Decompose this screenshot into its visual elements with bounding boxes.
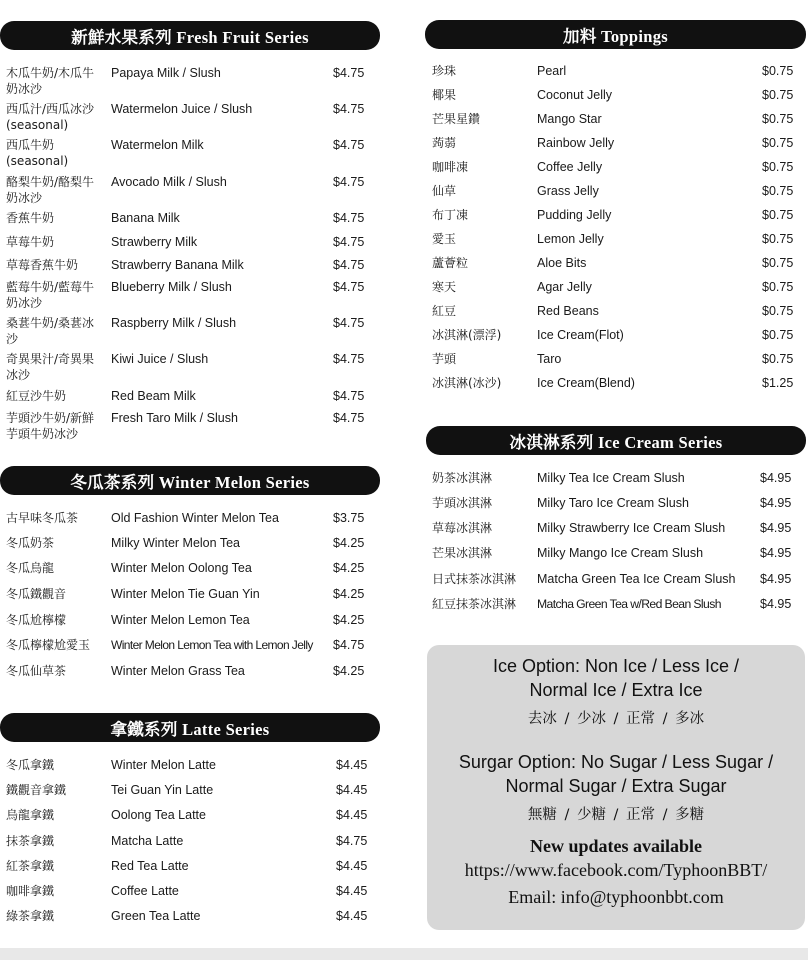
- item-chinese-name: 烏龍拿鐵: [6, 808, 55, 822]
- item-price: $4.75: [333, 235, 365, 249]
- ice-option-chinese: 去冰 / 少冰 / 正常 / 多冰: [527, 711, 705, 727]
- item-price: $4.25: [333, 664, 365, 678]
- item-english-name: Taro: [537, 352, 562, 366]
- item-price: $4.25: [333, 613, 365, 627]
- item-english-name: Matcha Green Tea w/Red Bean Slush: [537, 597, 721, 611]
- item-chinese-name: 古早味冬瓜茶: [6, 511, 79, 525]
- item-english-name: Milky Winter Melon Tea: [111, 536, 240, 550]
- sugar-option-line2: Normal Sugar / Extra Sugar: [505, 776, 727, 796]
- item-english-name: Milky Tea Ice Cream Slush: [537, 471, 685, 485]
- latte-series-header: 拿鐵系列 Latte Series: [0, 713, 380, 742]
- item-english-name: Mango Star: [537, 112, 602, 126]
- item-chinese-name: 奶茶冰淇淋: [432, 471, 493, 485]
- item-chinese-name: 藍莓牛奶/藍莓牛奶冰沙: [6, 280, 95, 310]
- item-chinese-name: 西瓜牛奶(seasonal): [6, 138, 69, 168]
- facebook-link[interactable]: https://www.facebook.com/TyphoonBBT/: [464, 860, 768, 880]
- item-english-name: Blueberry Milk / Slush: [111, 280, 232, 294]
- item-english-name: Red Tea Latte: [111, 859, 189, 873]
- fruit-series-header: 新鮮水果系列 Fresh Fruit Series: [0, 21, 380, 50]
- item-chinese-name: 冬瓜尬檸檬: [6, 613, 67, 627]
- item-price: $4.45: [336, 783, 368, 797]
- item-price: $4.75: [333, 258, 365, 272]
- contact-email[interactable]: Email: info@typhoonbbt.com: [508, 887, 724, 907]
- item-price: $0.75: [762, 256, 794, 270]
- item-chinese-name: 冰淇淋(冰沙): [432, 376, 502, 390]
- item-english-name: Old Fashion Winter Melon Tea: [111, 511, 279, 525]
- item-chinese-name: 蒟蒻: [432, 136, 457, 150]
- item-english-name: Winter Melon Grass Tea: [111, 664, 245, 678]
- item-chinese-name: 日式抹茶冰淇淋: [432, 572, 517, 586]
- ice-cream-series-header: 冰淇淋系列 Ice Cream Series: [426, 426, 806, 455]
- item-english-name: Coffee Latte: [111, 884, 179, 898]
- item-price: $4.95: [760, 496, 792, 510]
- ice-option-line1: Ice Option: Non Ice / Less Ice /: [492, 656, 740, 676]
- item-chinese-name: 冬瓜奶茶: [6, 536, 55, 550]
- item-price: $4.75: [333, 316, 365, 330]
- item-chinese-name: 珍珠: [432, 64, 457, 78]
- item-english-name: Aloe Bits: [537, 256, 587, 270]
- item-english-name: Milky Mango Ice Cream Slush: [537, 546, 704, 560]
- item-price: $4.45: [336, 859, 368, 873]
- item-price: $4.75: [333, 138, 365, 152]
- item-english-name: Ice Cream(Blend): [537, 376, 635, 390]
- item-chinese-name: 愛玉: [432, 232, 457, 246]
- item-chinese-name: 草莓香蕉牛奶: [6, 258, 79, 272]
- item-english-name: Papaya Milk / Slush: [111, 66, 221, 80]
- item-price: $4.75: [333, 389, 365, 403]
- item-chinese-name: 草莓牛奶: [6, 235, 55, 249]
- item-price: $4.75: [336, 834, 368, 848]
- item-chinese-name: 紅豆: [432, 304, 457, 318]
- item-price: $4.25: [333, 536, 365, 550]
- item-chinese-name: 冬瓜檸檬尬愛玉: [6, 638, 91, 652]
- item-price: $0.75: [762, 304, 794, 318]
- item-price: $4.45: [336, 884, 368, 898]
- item-english-name: Watermelon Milk: [111, 138, 204, 152]
- item-price: $4.75: [333, 352, 365, 366]
- item-chinese-name: 芋頭沙牛奶/新鮮芋頭牛奶冰沙: [6, 411, 95, 441]
- page-bottom-edge: [0, 948, 808, 960]
- item-chinese-name: 奇異果汁/奇異果冰沙: [6, 352, 95, 382]
- item-chinese-name: 抹茶拿鐵: [6, 834, 55, 848]
- item-english-name: Milky Taro Ice Cream Slush: [537, 496, 689, 510]
- item-english-name: Winter Melon Tie Guan Yin: [111, 587, 260, 601]
- item-chinese-name: 冬瓜仙草茶: [6, 664, 67, 678]
- options-info-box: [427, 645, 805, 930]
- item-chinese-name: 芋頭: [432, 352, 457, 366]
- item-price: $4.45: [336, 758, 368, 772]
- item-english-name: Watermelon Juice / Slush: [111, 102, 253, 116]
- item-english-name: Lemon Jelly: [537, 232, 604, 246]
- item-chinese-name: 紅豆抹茶冰淇淋: [432, 597, 517, 611]
- item-chinese-name: 仙草: [432, 184, 457, 198]
- item-chinese-name: 寒天: [432, 280, 457, 294]
- item-chinese-name: 芒果星鑽: [432, 112, 481, 126]
- item-price: $4.95: [760, 471, 792, 485]
- item-price: $4.45: [336, 808, 368, 822]
- item-chinese-name: 酪梨牛奶/酪梨牛奶冰沙: [6, 175, 95, 205]
- item-chinese-name: 草莓冰淇淋: [432, 521, 493, 535]
- item-price: $4.75: [333, 211, 365, 225]
- item-chinese-name: 綠茶拿鐵: [6, 909, 55, 923]
- item-price: $4.75: [333, 638, 365, 652]
- item-chinese-name: 咖啡拿鐵: [6, 884, 55, 898]
- item-english-name: Strawberry Milk: [111, 235, 198, 249]
- item-english-name: Ice Cream(Flot): [537, 328, 624, 342]
- item-english-name: Grass Jelly: [537, 184, 599, 198]
- item-chinese-name: 布丁凍: [432, 208, 469, 222]
- item-english-name: Milky Strawberry Ice Cream Slush: [537, 521, 726, 535]
- item-chinese-name: 木瓜牛奶/木瓜牛奶冰沙: [6, 66, 95, 96]
- item-english-name: Avocado Milk / Slush: [111, 175, 227, 189]
- item-price: $0.75: [762, 88, 794, 102]
- sugar-option-line1: Surgar Option: No Sugar / Less Sugar /: [458, 752, 774, 772]
- item-chinese-name: 冬瓜拿鐵: [6, 758, 55, 772]
- item-price: $4.75: [333, 175, 365, 189]
- item-english-name: Tei Guan Yin Latte: [111, 783, 214, 797]
- item-chinese-name: 蘆薈粒: [432, 256, 469, 270]
- item-english-name: Matcha Green Tea Ice Cream Slush: [537, 572, 736, 586]
- item-english-name: Fresh Taro Milk / Slush: [111, 411, 238, 425]
- item-price: $0.75: [762, 280, 794, 294]
- item-chinese-name: 咖啡凍: [432, 160, 469, 174]
- item-price: $0.75: [762, 328, 794, 342]
- item-price: $4.45: [336, 909, 368, 923]
- item-price: $4.75: [333, 66, 365, 80]
- item-chinese-name: 芋頭冰淇淋: [432, 496, 493, 510]
- item-price: $4.95: [760, 597, 792, 611]
- item-english-name: Winter Melon Lemon Tea: [111, 613, 250, 627]
- item-price: $0.75: [762, 112, 794, 126]
- item-price: $4.75: [333, 411, 365, 425]
- item-english-name: Winter Melon Oolong Tea: [111, 561, 252, 575]
- item-price: $0.75: [762, 64, 794, 78]
- item-chinese-name: 紅豆沙牛奶: [6, 389, 67, 403]
- item-price: $0.75: [762, 160, 794, 174]
- item-english-name: Pearl: [537, 64, 567, 78]
- item-chinese-name: 芒果冰淇淋: [432, 546, 493, 560]
- item-price: $4.95: [760, 572, 792, 586]
- item-price: $4.95: [760, 521, 792, 535]
- item-english-name: Kiwi Juice / Slush: [111, 352, 209, 366]
- item-english-name: Red Beam Milk: [111, 389, 196, 403]
- item-price: $0.75: [762, 136, 794, 150]
- item-price: $4.25: [333, 587, 365, 601]
- item-price: $0.75: [762, 208, 794, 222]
- item-english-name: Coconut Jelly: [537, 88, 613, 102]
- item-english-name: Winter Melon Lemon Tea with Lemon Jelly: [111, 638, 313, 652]
- item-price: $4.75: [333, 280, 365, 294]
- item-chinese-name: 椰果: [432, 88, 457, 102]
- item-price: $1.25: [762, 376, 794, 390]
- item-english-name: Coffee Jelly: [537, 160, 603, 174]
- item-price: $0.75: [762, 184, 794, 198]
- toppings-header: 加料 Toppings: [425, 20, 806, 49]
- item-chinese-name: 西瓜汁/西瓜冰沙(seasonal): [6, 102, 95, 132]
- item-price: $0.75: [762, 232, 794, 246]
- item-english-name: Green Tea Latte: [111, 909, 201, 923]
- item-english-name: Banana Milk: [111, 211, 180, 225]
- winter-melon-series-header: 冬瓜茶系列 Winter Melon Series: [0, 466, 380, 495]
- item-price: $3.75: [333, 511, 365, 525]
- item-english-name: Strawberry Banana Milk: [111, 258, 244, 272]
- item-chinese-name: 桑葚牛奶/桑葚冰沙: [6, 316, 95, 346]
- item-price: $4.25: [333, 561, 365, 575]
- item-english-name: Matcha Latte: [111, 834, 184, 848]
- item-chinese-name: 紅茶拿鐵: [6, 859, 55, 873]
- item-chinese-name: 冬瓜烏龍: [6, 561, 55, 575]
- item-chinese-name: 冬瓜鐵觀音: [6, 587, 67, 601]
- item-chinese-name: 鐵觀音拿鐵: [6, 783, 67, 797]
- item-english-name: Agar Jelly: [537, 280, 592, 294]
- ice-option-line2: Normal Ice / Extra Ice: [529, 680, 703, 700]
- item-english-name: Pudding Jelly: [537, 208, 612, 222]
- item-english-name: Winter Melon Latte: [111, 758, 216, 772]
- item-english-name: Oolong Tea Latte: [111, 808, 206, 822]
- item-english-name: Rainbow Jelly: [537, 136, 615, 150]
- item-price: $4.75: [333, 102, 365, 116]
- item-price: $0.75: [762, 352, 794, 366]
- item-price: $4.95: [760, 546, 792, 560]
- item-english-name: Raspberry Milk / Slush: [111, 316, 237, 330]
- item-english-name: Red Beans: [537, 304, 599, 318]
- sugar-option-chinese: 無糖 / 少糖 / 正常 / 多糖: [527, 807, 705, 823]
- item-chinese-name: 香蕉牛奶: [6, 211, 55, 225]
- updates-notice: New updates available: [529, 836, 702, 856]
- item-chinese-name: 冰淇淋(漂浮): [432, 328, 502, 342]
